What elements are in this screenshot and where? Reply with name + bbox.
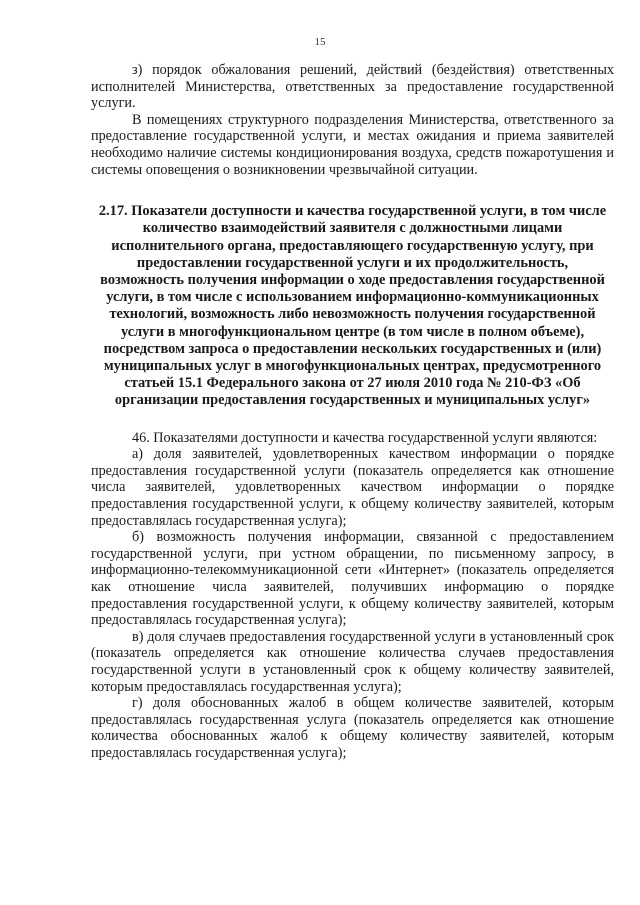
document-body <box>91 62 614 761</box>
paragraph-appeal-procedure: з) порядок обжалования решений, действий (бездействия) ответственных исполнителей Министерства, ответственных за предоставление государственной услуги. <box>91 62 614 112</box>
paragraph-subitem-v: в) доля случаев предоставления государственной услуги в установленный срок (показатель определяется как отношение количества случаев предоставления государственной услуги в установленный срок к общему количеству заявителей, которым предоставлялась государственная услуга); <box>91 628 614 695</box>
paragraph-premises-requirements: В помещениях структурного подразделения Министерства, ответственного за предоставление государственной услуги, и местах ожидания и приема заявителей необходимо наличие системы кондиционирования воздуха, средств пожаротушения и системы оповещения о возникновении чрезвычайной ситуации. <box>91 111 614 178</box>
section-heading-2-17: 2.17. Показатели доступности и качества государственной услуги, в том числе количество взаимодействий заявителя с должностными лицами исполнительного органа, предоставляющего государственную услугу, при предоставлении государственной услуги и их продолжительность, возможность получения информации о ходе предоставления государственной услуги, в том числе с использованием информационно-коммуникационных технологий, возможность либо невозможность получения государственной услуги в многофункциональном центре (в том числе в полном объеме), посредством запроса о предоставлении нескольких государственных и (или) муниципальных услуг в многофункциональных центрах, предусмотренного статьей 15.1 Федерального закона от 27 июля 2010 года № 210-ФЗ «Об организации предоставления государственных и муниципальных услуг» <box>98 203 607 409</box>
paragraph-subitem-g: г) доля обоснованных жалоб в общем количестве заявителей, которым предоставлялась государственная услуга (показатель определяется как отношение количества обоснованных жалоб к общему количеству заявителей, которым предоставлялась государственная услуга); <box>91 695 614 761</box>
paragraph-subitem-b: б) возможность получения информации, связанной с предоставлением государственной услуги, при устном обращении, по письменному запросу, в информационно-телекоммуникационной сети «Интернет» (показатель определяется как отношение числа заявителей, получивших информацию о порядке предоставления государственной услуги, к общему количеству заявителей, которым предоставлялась государственная услуга); <box>91 529 614 629</box>
paragraph-subitem-a: а) доля заявителей, удовлетворенных качеством информации о порядке предоставления государственной услуги (показатель определяется как отношение числа заявителей, удовлетворенных качеством информации о порядке предоставления государственной услуги, к общему количеству заявителей, которым предоставлялась государственная услуга); <box>91 446 614 529</box>
paragraph-item-46: 46. Показателями доступности и качества государственной услуги являются: <box>132 429 598 446</box>
page-number: 15 <box>314 36 326 48</box>
